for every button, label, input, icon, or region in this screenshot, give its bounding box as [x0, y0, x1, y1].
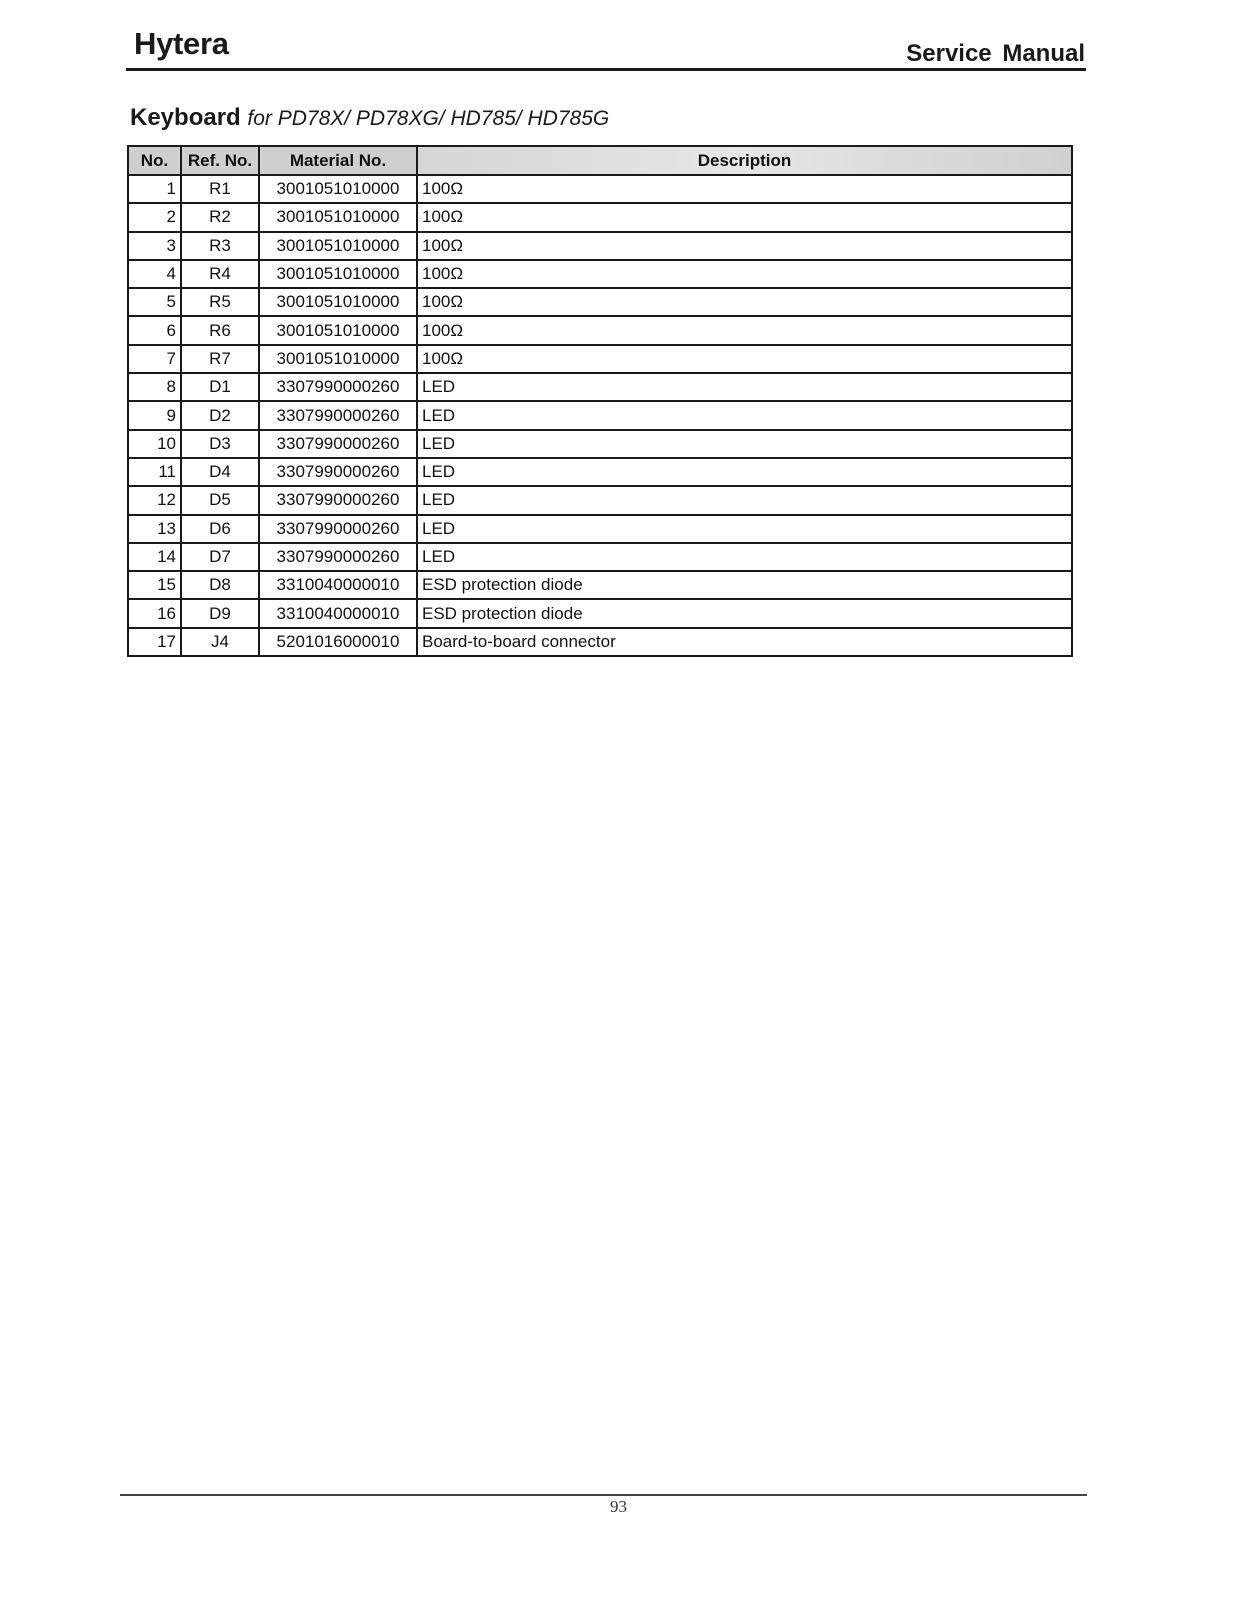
table-row: [128, 316, 1072, 344]
cell-description: ESD protection diode: [417, 599, 1072, 627]
section-title-main: Keyboard: [130, 104, 241, 131]
table-row: [128, 288, 1072, 316]
table-row: [128, 175, 1072, 203]
cell-description: LED: [417, 401, 1072, 429]
cell-description: 100Ω: [417, 316, 1072, 344]
section-title: [130, 104, 609, 132]
cell-description: LED: [417, 430, 1072, 458]
table-header-row: [128, 146, 1072, 175]
cell-description: 100Ω: [417, 203, 1072, 231]
table-row: [128, 401, 1072, 429]
cell-ref-no: R4: [181, 260, 259, 288]
cell-material-no: 3001051010000: [259, 316, 417, 344]
cell-no: 12: [128, 486, 181, 514]
table-body: [128, 175, 1072, 656]
cell-description: 100Ω: [417, 175, 1072, 203]
cell-no: 16: [128, 599, 181, 627]
cell-no: 8: [128, 373, 181, 401]
cell-material-no: 5201016000010: [259, 628, 417, 656]
cell-ref-no: D8: [181, 571, 259, 599]
cell-description: LED: [417, 373, 1072, 401]
table-row: [128, 458, 1072, 486]
cell-ref-no: D3: [181, 430, 259, 458]
cell-description: 100Ω: [417, 260, 1072, 288]
cell-description: 100Ω: [417, 288, 1072, 316]
cell-material-no: 3001051010000: [259, 203, 417, 231]
cell-description: LED: [417, 458, 1072, 486]
cell-ref-no: D7: [181, 543, 259, 571]
cell-material-no: 3307990000260: [259, 430, 417, 458]
cell-description: ESD protection diode: [417, 571, 1072, 599]
cell-material-no: 3307990000260: [259, 543, 417, 571]
cell-no: 15: [128, 571, 181, 599]
cell-material-no: 3307990000260: [259, 486, 417, 514]
cell-ref-no: J4: [181, 628, 259, 656]
cell-no: 9: [128, 401, 181, 429]
table-row: [128, 628, 1072, 656]
cell-ref-no: R7: [181, 345, 259, 373]
table-row: [128, 345, 1072, 373]
cell-ref-no: R2: [181, 203, 259, 231]
table-row: [128, 203, 1072, 231]
cell-description: LED: [417, 515, 1072, 543]
table-row: [128, 373, 1072, 401]
cell-material-no: 3001051010000: [259, 232, 417, 260]
section-title-models: for PD78X/ PD78XG/ HD785/ HD785G: [247, 107, 610, 130]
cell-no: 5: [128, 288, 181, 316]
manual-title: Service Manual: [906, 40, 1085, 67]
cell-ref-no: R5: [181, 288, 259, 316]
table-row: [128, 515, 1072, 543]
table-row: [128, 571, 1072, 599]
cell-ref-no: D9: [181, 599, 259, 627]
cell-ref-no: D1: [181, 373, 259, 401]
cell-material-no: 3307990000260: [259, 373, 417, 401]
cell-material-no: 3307990000260: [259, 401, 417, 429]
column-header-no: No.: [128, 146, 181, 175]
cell-ref-no: D4: [181, 458, 259, 486]
cell-no: 3: [128, 232, 181, 260]
cell-no: 6: [128, 316, 181, 344]
cell-no: 1: [128, 175, 181, 203]
cell-no: 14: [128, 543, 181, 571]
cell-material-no: 3001051010000: [259, 175, 417, 203]
cell-ref-no: D2: [181, 401, 259, 429]
cell-ref-no: R1: [181, 175, 259, 203]
cell-ref-no: R3: [181, 232, 259, 260]
cell-description: LED: [417, 543, 1072, 571]
cell-material-no: 3001051010000: [259, 288, 417, 316]
cell-no: 10: [128, 430, 181, 458]
cell-material-no: 3310040000010: [259, 571, 417, 599]
cell-ref-no: D6: [181, 515, 259, 543]
column-header-ref-no: Ref. No.: [181, 146, 259, 175]
table-row: [128, 486, 1072, 514]
cell-material-no: 3307990000260: [259, 458, 417, 486]
cell-no: 2: [128, 203, 181, 231]
cell-ref-no: R6: [181, 316, 259, 344]
table-row: [128, 260, 1072, 288]
footer-rule: [120, 1494, 1087, 1496]
table-row: [128, 232, 1072, 260]
cell-no: 7: [128, 345, 181, 373]
page-number: 93: [610, 1497, 627, 1516]
table-row: [128, 599, 1072, 627]
cell-no: 4: [128, 260, 181, 288]
cell-material-no: 3001051010000: [259, 260, 417, 288]
column-header-description: Description: [417, 146, 1072, 175]
cell-description: 100Ω: [417, 232, 1072, 260]
cell-description: Board-to-board connector: [417, 628, 1072, 656]
table-row: [128, 543, 1072, 571]
table-row: [128, 430, 1072, 458]
cell-material-no: 3310040000010: [259, 599, 417, 627]
column-header-material-no: Material No.: [259, 146, 417, 175]
parts-table: [127, 145, 1073, 657]
cell-description: LED: [417, 486, 1072, 514]
cell-material-no: 3001051010000: [259, 345, 417, 373]
cell-description: 100Ω: [417, 345, 1072, 373]
cell-no: 11: [128, 458, 181, 486]
cell-no: 17: [128, 628, 181, 656]
cell-ref-no: D5: [181, 486, 259, 514]
header-rule: [126, 68, 1086, 71]
cell-material-no: 3307990000260: [259, 515, 417, 543]
brand-logo: Hytera: [134, 26, 229, 61]
cell-no: 13: [128, 515, 181, 543]
